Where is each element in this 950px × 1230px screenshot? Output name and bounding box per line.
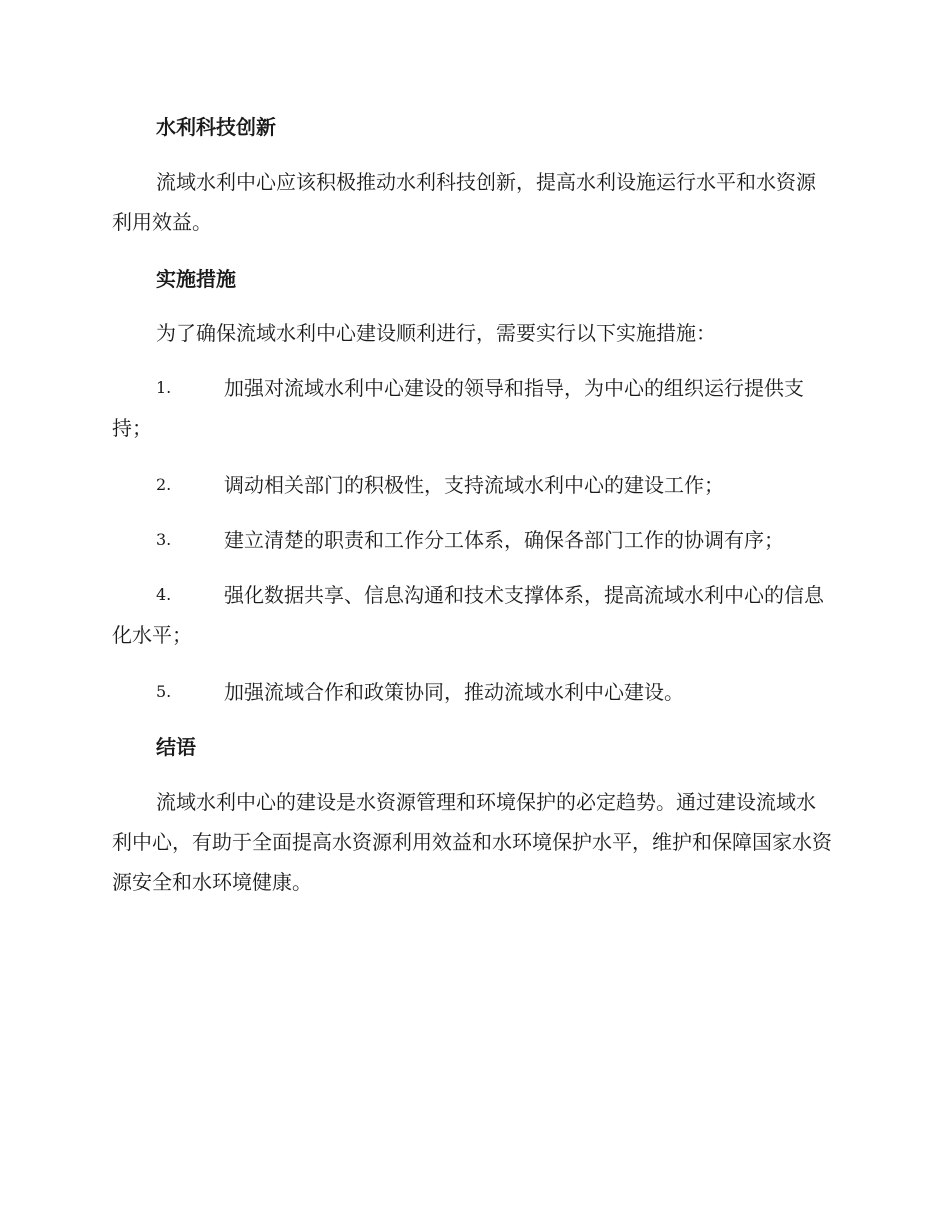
heading-conclusion: 结语 xyxy=(156,735,196,759)
list-item-text: 强化数据共享、信息沟通和技术支撑体系，提高流域水利中心的信息化水平； xyxy=(112,583,824,647)
list-item-number: 2. xyxy=(156,475,172,494)
list-item xyxy=(112,465,834,505)
list-item xyxy=(112,520,834,560)
list-item-number: 3. xyxy=(156,530,172,549)
list-item-text: 建立清楚的职责和工作分工体系，确保各部门工作的协调有序； xyxy=(224,528,784,552)
list-item xyxy=(112,672,834,712)
heading-implementation: 实施措施 xyxy=(156,267,236,291)
list-item-number: 4. xyxy=(156,585,172,604)
list-item-number: 5. xyxy=(156,682,172,701)
paragraph-tech-innovation: 流域水利中心应该积极推动水利科技创新，提高水利设施运行水平和水资源利用效益。 xyxy=(112,170,816,234)
paragraph-implementation-intro: 为了确保流域水利中心建设顺利进行，需要实行以下实施措施： xyxy=(156,321,716,345)
list-item-number: 1. xyxy=(156,378,172,397)
list-item xyxy=(112,368,834,448)
paragraph-conclusion: 流域水利中心的建设是水资源管理和环境保护的必定趋势。通过建设流域水利中心，有助于全面提高水资源利用效益和水环境保护水平，维护和保障国家水资源安全和水环境健康。 xyxy=(112,790,832,894)
heading-tech-innovation: 水利科技创新 xyxy=(156,115,276,139)
list-item xyxy=(112,575,834,655)
list-item-text: 加强流域合作和政策协同，推动流域水利中心建设。 xyxy=(224,680,684,704)
list-item-text: 调动相关部门的积极性，支持流域水利中心的建设工作； xyxy=(224,473,724,497)
list-item-text: 加强对流域水利中心建设的领导和指导，为中心的组织运行提供支持； xyxy=(112,376,804,440)
